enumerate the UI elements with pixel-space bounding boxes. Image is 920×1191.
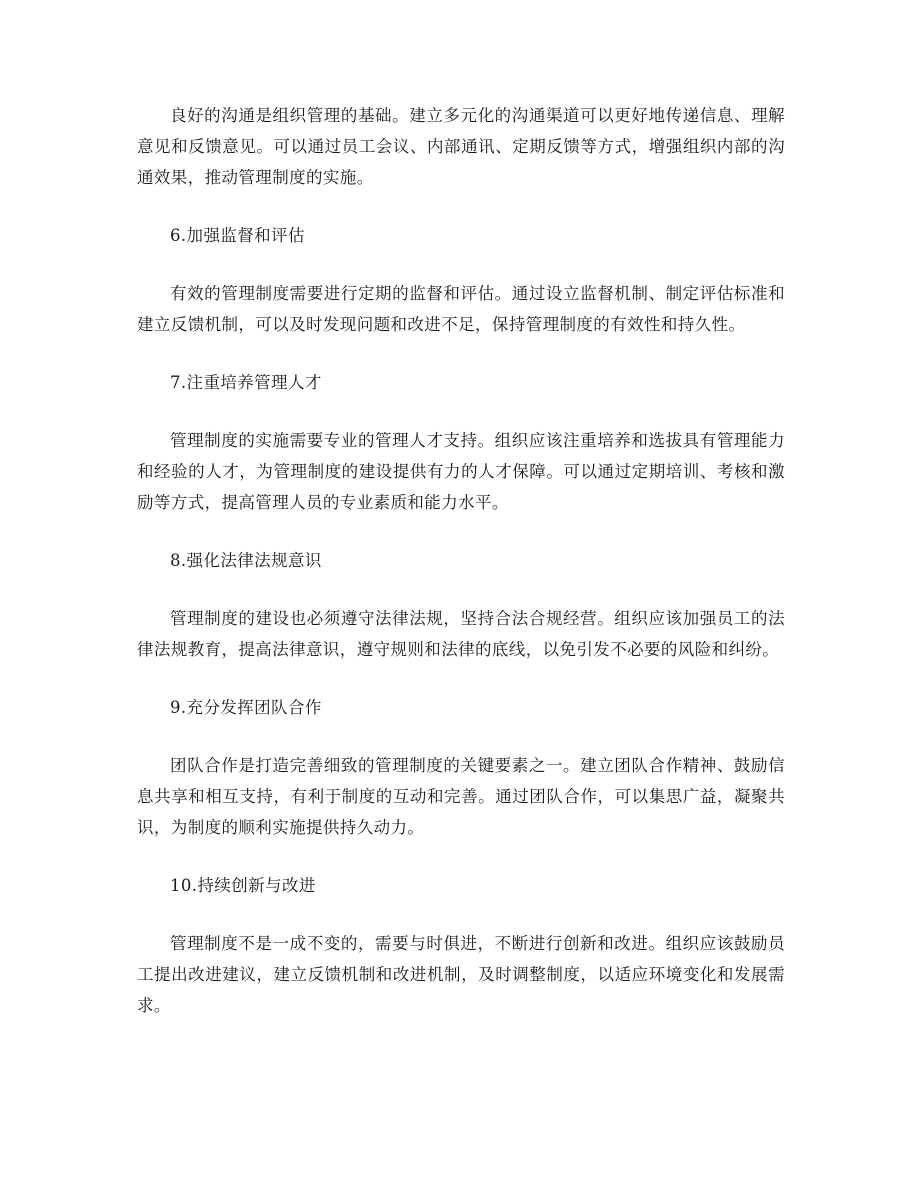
section-9-heading: 9.充分发挥团队合作 (170, 698, 322, 717)
section-6-heading: 6.加强监督和评估 (170, 226, 305, 245)
section-7-body: 管理制度的实施需要专业的管理人才支持。组织应该注重培养和选拔具有管理能力和经验的人才，为管理制度的建设提供有力的人才保障。可以通过定期培训、考核和激励等方式，提高管理人员的专业素质和能力水平。 (137, 431, 785, 512)
section-8-heading: 8.强化法律法规意识 (170, 551, 322, 570)
document-body (137, 100, 785, 1048)
intro-paragraph: 良好的沟通是组织管理的基础。建立多元化的沟通渠道可以更好地传递信息、理解意见和反馈意见。可以通过员工会议、内部通讯、定期反馈等方式，增强组织内部的沟通效果，推动管理制度的实施。 (137, 106, 785, 187)
section-10-body: 管理制度不是一成不变的，需要与时俱进，不断进行创新和改进。组织应该鼓励员工提出改进建议，建立反馈机制和改进机制，及时调整制度，以适应环境变化和发展需求。 (137, 934, 785, 1015)
section-9-body: 团队合作是打造完善细致的管理制度的关键要素之一。建立团队合作精神、鼓励信息共享和相互支持，有利于制度的互动和完善。通过团队合作，可以集思广益，凝聚共识，为制度的顺利实施提供持久动力。 (137, 756, 785, 837)
section-6-body: 有效的管理制度需要进行定期的监督和评估。通过设立监督机制、制定评估标准和建立反馈机制，可以及时发现问题和改进不足，保持管理制度的有效性和持久性。 (137, 284, 785, 334)
section-8-body: 管理制度的建设也必须遵守法律法规，坚持合法合规经营。组织应该加强员工的法律法规教育，提高法律意识，遵守规则和法律的底线，以免引发不必要的风险和纠纷。 (137, 609, 785, 659)
section-7-heading: 7.注重培养管理人才 (170, 373, 322, 392)
section-10-heading: 10.持续创新与改进 (170, 876, 316, 895)
